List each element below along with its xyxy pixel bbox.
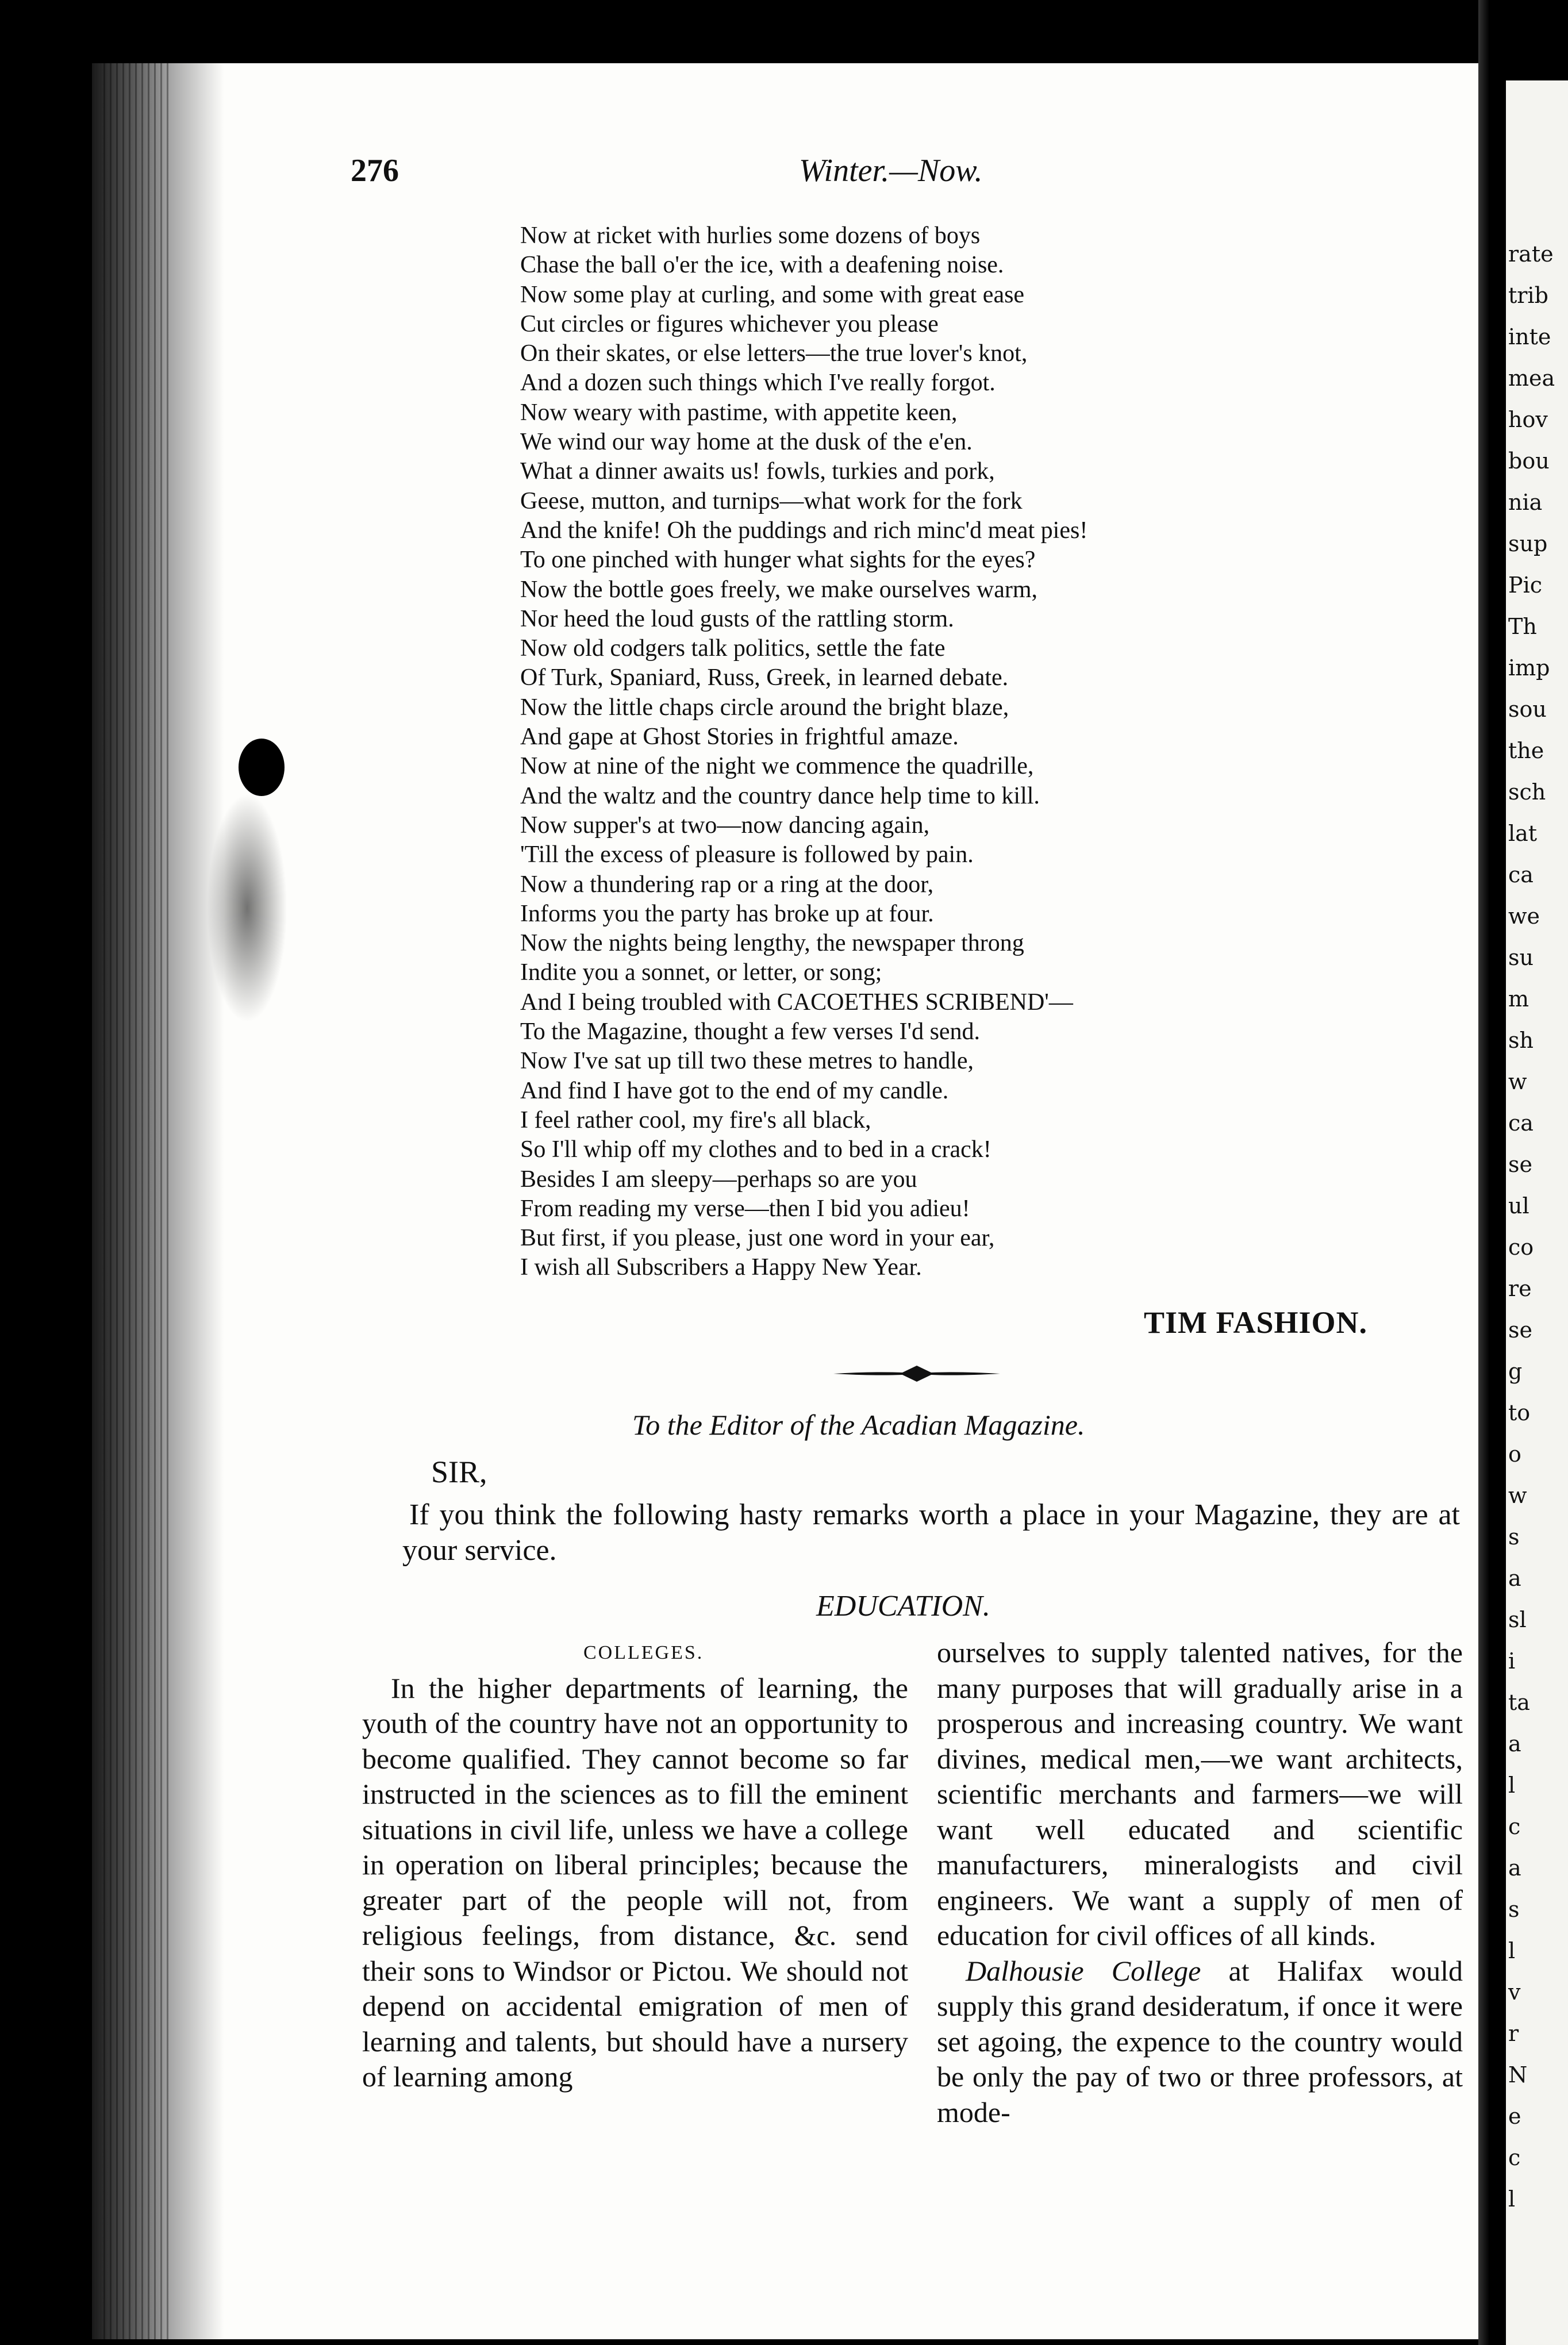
facing-page-word: l [1508,1938,1516,1963]
poem-line: From reading my verse—then I bid you adieu! [520,1195,970,1222]
facing-page-word: sl [1508,1607,1527,1632]
facing-page-word: Pic [1508,572,1543,598]
subhead: COLLEGES. [583,1642,704,1663]
poem-line: What a dinner awaits us! fowls, turkies and pork, [520,458,995,485]
poem-line: And find I have got to the end of my candle. [520,1077,949,1104]
poem-line: Cut circles or figures whichever you please [520,310,939,337]
ink-smudge [207,793,287,1023]
facing-page-word: bou [1508,448,1550,474]
book-spine-shadow [1478,0,1506,2345]
poem-line: Now a thundering rap or a ring at the door, [520,871,934,898]
poem-line: Now the little chaps circle around the bright blaze, [520,694,1009,721]
facing-page-word: imp [1508,655,1550,681]
facing-page-word: hov [1508,407,1548,432]
ornament-divider [833,1362,1000,1385]
facing-page-word: se [1508,1317,1532,1343]
facing-page-word: sou [1508,697,1547,722]
facing-page-word: Th [1508,614,1537,639]
poem-line: Now weary with pastime, with appetite keen, [520,399,958,426]
poem [520,221,1440,1283]
facing-page-word: ca [1508,862,1534,887]
poem-line: And a dozen such things which I've really forgot. [520,370,996,397]
paragraph: In the higher departments of learning, the youth of the country have not an opportunity to become qualified. They cannot become so far instructed in the sciences as to fill the eminent situations in civil life, unless we have a college in operation on liberal principles; because the greater part of the people will not, from religious feelings, from distance, &c. send their sons to Windsor or Pictou. We should not depend on accidental emigration of men of learning and talents, but should have a nursery of learning among [362,1671,908,2093]
facing-page-word: i [1508,1648,1516,1674]
facing-page-word: inte [1508,324,1551,349]
paragraph-rest: at Halifax would supply this grand desideratum, if once it were set agoing, the expence to the country would be only the pay of two or three professors, at mode- [937,1954,1463,2128]
facing-page-word: sh [1508,1028,1534,1053]
facing-page-word: mea [1508,366,1555,391]
poem-line: I wish all Subscribers a Happy New Year. [520,1254,922,1281]
facing-page-word: re [1508,1276,1532,1301]
facing-page-word: nia [1508,490,1543,515]
facing-page-word: co [1508,1235,1534,1260]
gutter-page-edges [103,63,172,2339]
poem-line: Now I've sat up till two these metres to handle, [520,1048,974,1075]
poem-line: Geese, mutton, and turnips—what work for the fork [520,487,1023,514]
letter-heading: To the Editor of the Acadian Magazine. [632,1409,1085,1441]
poem-line: Informs you the party has broke up at four. [520,900,934,927]
facing-page-word: the [1508,738,1544,763]
poem-line: 'Till the excess of pleasure is followed by pain. [520,841,974,868]
facing-page-word: l [1508,1773,1516,1798]
paragraph [937,1954,1463,2131]
facing-page-word: l [1508,2186,1516,2212]
poem-line: Now supper's at two—now dancing again, [520,812,930,839]
page-number: 276 [351,153,399,189]
facing-page-word: c [1508,1814,1521,1839]
facing-page-word: ul [1508,1193,1529,1218]
facing-page-word: rate [1508,241,1554,267]
facing-page-word: to [1508,1400,1531,1425]
poem-line: And gape at Ghost Stories in frightful amaze. [520,724,959,751]
poem-line: Chase the ball o'er the ice, with a deafening noise. [520,252,1004,279]
facing-page-fragment [1506,80,1568,2345]
poem-line: To one pinched with hunger what sights for the eyes? [520,547,1036,574]
facing-page-word: w [1508,1483,1527,1508]
facing-page-word: ca [1508,1110,1534,1136]
facing-page-word: m [1508,986,1529,1012]
poem-line: To the Magazine, thought a few verses I'd send. [520,1018,981,1045]
facing-page-word: a [1508,1731,1521,1756]
poem-line: Indite you a sonnet, or letter, or song; [520,959,882,986]
column-left [362,1635,908,2095]
facing-page-word: a [1508,1855,1521,1881]
facing-page-word: su [1508,945,1534,970]
poem-line: Now the nights being lengthy, the newspaper throng [520,930,1024,957]
facing-page-word: we [1508,904,1540,929]
facing-page-word: s [1508,1897,1520,1922]
section-title: EDUCATION. [816,1590,990,1623]
column-right [937,1635,1463,2130]
paragraph: ourselves to supply talented natives, for the many purposes that will gradually arise in a prosperous and increasing country. We want divines, medical men,—we want architects, scientific merchants and farmers—we will want well educated and scientific manufacturers, mineralogists and civil engineers. We want a supply of men of education for civil offices of all kinds. [937,1636,1463,1951]
poem-line: Besides I am sleepy—perhaps so are you [520,1166,917,1193]
poem-line: And I being troubled with CACOETHES SCRIBEND'— [520,989,1073,1016]
facing-page-word: N [1508,2062,1528,2088]
facing-page-word: g [1508,1359,1523,1384]
poem-line: So I'll whip off my clothes and to bed in a crack! [520,1136,991,1163]
poem-line: Now old codgers talk politics, settle the fate [520,635,946,662]
facing-page-word: o [1508,1441,1521,1467]
facing-page-word: trib [1508,283,1548,308]
poem-line: Now some play at curling, and some with great ease [520,281,1025,308]
poem-line: Now the bottle goes freely, we make ourselves warm, [520,576,1037,603]
facing-page-word: ta [1508,1690,1530,1715]
facing-page-word: a [1508,1566,1521,1591]
facing-page-word: s [1508,1524,1520,1550]
poem-line: Now at nine of the night we commence the quadrille, [520,753,1034,780]
facing-page-word: r [1508,2021,1519,2046]
facing-page-word: lat [1508,821,1538,846]
facing-page-word: sch [1508,779,1546,805]
facing-page-word: se [1508,1152,1532,1177]
running-head: Winter.—Now. [799,153,983,189]
facing-page-word: w [1508,1069,1527,1094]
poem-line: And the waltz and the country dance help time to kill. [520,782,1040,809]
facing-page-word: sup [1508,531,1548,556]
poem-signature: TIM FASHION. [1144,1305,1368,1340]
poem-line: Now at ricket with hurlies some dozens of boys [520,222,981,249]
letter-intro: If you think the following hasty remarks worth a place in your Magazine, they are at your service. [402,1498,1460,1567]
poem-line: I feel rather cool, my fire's all black, [520,1106,871,1133]
letter-salutation: SIR, [431,1455,487,1489]
poem-line: On their skates, or else letters—the true lover's knot, [520,340,1028,367]
facing-page-word: c [1508,2145,1521,2170]
poem-line: Of Turk, Spaniard, Russ, Greek, in learned debate. [520,664,1009,691]
poem-line: We wind our way home at the dusk of the e'en. [520,429,973,456]
poem-line: And the knife! Oh the puddings and rich minc'd meat pies! [520,517,1088,544]
facing-page-word: v [1508,1979,1521,2005]
poem-line: But first, if you please, just one word in your ear, [520,1225,995,1252]
ink-blot [239,739,285,796]
poem-line: Nor heed the loud gusts of the rattling storm. [520,605,954,632]
facing-page-word: e [1508,2104,1521,2129]
college-name: Dalhousie College [966,1954,1201,1987]
